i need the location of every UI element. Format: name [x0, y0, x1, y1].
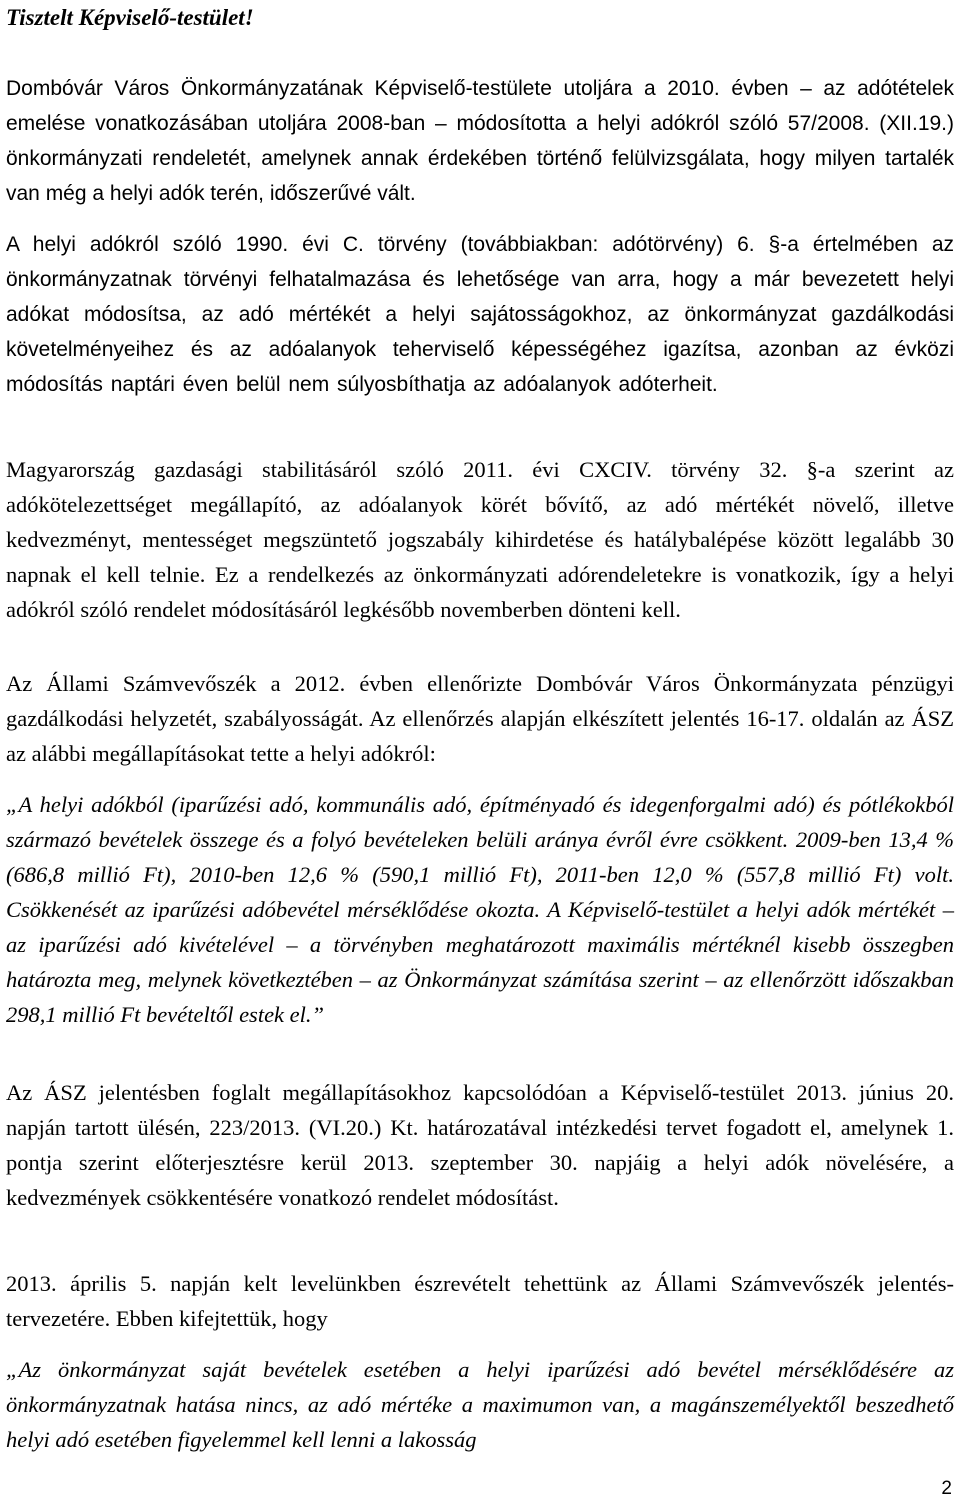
- paragraph-tax-law: A helyi adókról szóló 1990. évi C. törvény (továbbiakban: adótörvény) 6. §-a értelmében az önkormányzatnak törvényi felhatalmazása és lehetősége van arra, hogy a már bevezetett helyi adókat módosítsa, az adó mértékét a helyi sajátosságokhoz, az önkormányzat gazdálkodási követelményeihez és az adóalanyok teherviselő képességéhez igazítsa, azonban az évközi módosítás naptári éven belül nem súlyosbíthatja az adóalanyok adóterheit.: [6, 233, 954, 396]
- paragraph-letter: 2013. április 5. napján kelt levelünkben észrevételt tehettünk az Állami Számvevőszék jelentés-tervezetére. Ebben kifejtettük, hogy: [6, 1271, 954, 1331]
- page-number: 2: [941, 1478, 952, 1499]
- paragraph-intro: Dombóvár Város Önkormányzatának Képviselő-testülete utoljára a 2010. évben – az adótételek emelése vonatkozásában utoljára 2008-ban – módosította a helyi adókról szóló 57/2008. (XII.19.) önkormányzati rendeletét, amelynek annak érdekében történő felülvizsgálata, hogy milyen tartalék van még a helyi adók terén, időszerűvé vált.: [6, 77, 954, 205]
- paragraph-action-plan: Az ÁSZ jelentésben foglalt megállapításokhoz kapcsolódóan a Képviselő-testület 2013. június 20. napján tartott ülésén, 223/2013. (VI.20.) Kt. határozatával intézkedési tervet fogadott el, amelynek 1. pontja szerint előterjesztésre kerül 2013. szeptember 30. napjáig a helyi adók növelésére, a kedvezmények csökkentésére vonatkozó rendelet módosítást.: [6, 1080, 954, 1210]
- salutation-heading: Tisztelt Képviselő-testület!: [6, 5, 254, 30]
- paragraph-asz-audit: Az Állami Számvevőszék a 2012. évben ellenőrizte Dombóvár Város Önkormányzata pénzügyi gazdálkodási helyzetét, szabályosságát. Az ellenőrzés alapján elkészített jelentés 16-17. oldalán az ÁSZ az alábbi megállapításokat tette a helyi adókról:: [6, 671, 954, 766]
- paragraph-stability-law: Magyarország gazdasági stabilitásáról szóló 2011. évi CXCIV. törvény 32. §-a szerint az adókötelezettséget megállapító, az adóalanyok körét bővítő, az adó mértékét növelő, illetve kedvezményt, mentességet megszüntető jogszabály kihirdetése és hatálybalépése között legalább 30 napnak el kell telnie. Ez a rendelkezés az önkormányzati adórendeletekre is vonatkozik, így a helyi adókról szóló rendelet módosításáról legkésőbb novemberben dönteni kell.: [6, 457, 954, 622]
- quote-letter: „Az önkormányzat saját bevételek esetében a helyi iparűzési adó bevétel mérséklődésére az önkormányzatnak hatása nincs, az adó mértéke a maximumon van, a magánszemélyektől beszedhető helyi adó esetében figyelemmel kell lenni a lakosság: [6, 1357, 954, 1452]
- document-page: [6, 0, 954, 1511]
- quote-asz-findings: „A helyi adókból (iparűzési adó, kommunális adó, építményadó és idegenforgalmi adó) és pótlékokból származó bevételek összege és a folyó bevételeken belüli aránya évről évre csökkent. 2009-ben 13,4 % (686,8 millió Ft), 2010-ben 12,6 % (590,1 millió Ft), 2011-ben 12,0 % (557,8 millió Ft) volt. Csökkenését az iparűzési adóbevétel mérséklődése okozta. A Képviselő-testület a helyi adók mértékét – az iparűzési adó kivételével – a törvényben meghatározott maximális mértéknél kisebb összegben határozta meg, melynek következtében – az Önkormányzat számítása szerint – az ellenőrzött időszakban 298,1 millió Ft bevételtől estek el.”: [6, 792, 954, 1027]
